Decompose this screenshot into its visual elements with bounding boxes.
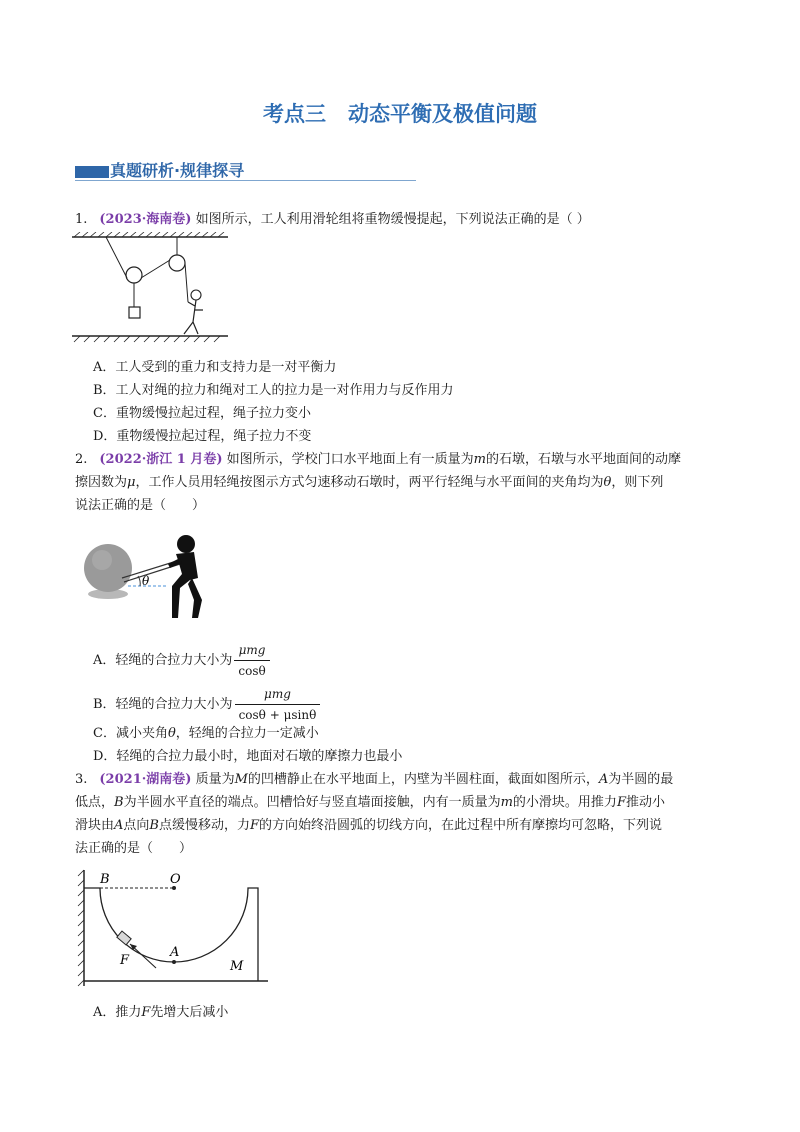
- symbol-theta: θ: [603, 475, 612, 490]
- text-fragment: 点缓慢移动，力: [158, 818, 250, 833]
- question-2-line-2: [75, 473, 663, 493]
- question-source: (2023·海南卷): [99, 212, 192, 227]
- text-fragment: 为半圆的最: [608, 772, 674, 787]
- fraction-numerator: μmg: [235, 684, 321, 705]
- question-number: 2.: [75, 452, 88, 467]
- text-fragment: 推动小: [625, 795, 665, 810]
- figure-label-M: M: [230, 959, 244, 974]
- groove-figure: [74, 866, 270, 988]
- title-part2: 动态平衡及极值问题: [348, 102, 537, 126]
- symbol-B: B: [114, 795, 124, 810]
- fraction-numerator: μmg: [234, 640, 269, 661]
- figure-label-A: A: [170, 945, 180, 960]
- option-text: B．轻绳的合拉力大小为: [93, 697, 233, 712]
- figure-label-F: F: [120, 953, 130, 968]
- option-text: A．推力: [93, 1005, 142, 1020]
- question-source: (2021·湖南卷): [99, 772, 192, 787]
- text-fragment: 的凹槽静止在水平地面上，内壁为半圆柱面，截面如图所示，: [247, 772, 599, 787]
- option-text: ，轻绳的合拉力一定减小: [175, 726, 319, 741]
- fraction-denominator: cosθ + μsinθ: [238, 708, 317, 722]
- text-fragment: 的小滑块。用推力: [512, 795, 617, 810]
- symbol-m: m: [500, 795, 513, 810]
- q2-option-a: [93, 640, 270, 681]
- question-number: 1.: [75, 212, 88, 227]
- figure-label-B: B: [100, 872, 110, 887]
- pulley-figure: [72, 232, 230, 344]
- fraction: [235, 684, 321, 725]
- q1-option-d: D．重物缓慢拉起过程，绳子拉力不变: [93, 429, 312, 444]
- text-fragment: 的石墩，石墩与水平地面间的动摩: [486, 452, 682, 467]
- question-text: 如图所示，工人利用滑轮组将重物缓慢提起，下列说法正确的是（ ）: [195, 212, 590, 227]
- section-header-bar: [75, 166, 109, 178]
- q2-option-b: [93, 684, 320, 725]
- q1-option-b: B．工人对绳的拉力和绳对工人的拉力是一对作用力与反作用力: [93, 383, 454, 398]
- q3-option-a: [93, 1003, 228, 1023]
- question-source: (2022·浙江 1 月卷): [99, 452, 223, 467]
- q1-option-c: C．重物缓慢拉起过程，绳子拉力变小: [93, 406, 311, 421]
- question-3-line-2: [75, 793, 665, 813]
- text-fragment: 质量为: [195, 772, 235, 787]
- question-2-line-1: [75, 450, 681, 470]
- text-fragment: ，则下列: [611, 475, 664, 490]
- question-2-line-3: 说法正确的是（ ）: [75, 498, 206, 513]
- q1-option-a: A．工人受到的重力和支持力是一对平衡力: [93, 360, 337, 375]
- q2-option-d: D．轻绳的合拉力最小时，地面对石墩的摩擦力也最小: [93, 749, 403, 764]
- question-1-stem: [75, 210, 590, 230]
- text-fragment: 低点，: [75, 795, 115, 810]
- section-underline: [75, 180, 416, 181]
- symbol-A: A: [598, 772, 609, 787]
- text-fragment: 为半圆水平直径的端点。凹槽恰好与竖直墙面接触，内有一质量为: [123, 795, 501, 810]
- symbol-F: F: [141, 1005, 151, 1020]
- figure-theta-label: θ: [142, 574, 150, 588]
- option-text: 先增大后减小: [150, 1005, 229, 1020]
- symbol-B: B: [149, 818, 159, 833]
- text-fragment: 如图所示，学校门口水平地面上有一质量为: [226, 452, 474, 467]
- fraction: [234, 640, 269, 681]
- symbol-mu: μ: [127, 475, 136, 490]
- symbol-m: m: [473, 452, 486, 467]
- text-fragment: 擦因数为: [75, 475, 128, 490]
- figure-label-O: O: [170, 872, 181, 887]
- stone-pier-figure: [84, 530, 212, 622]
- symbol-F: F: [250, 818, 260, 833]
- question-number: 3.: [75, 772, 88, 787]
- symbol-F: F: [616, 795, 626, 810]
- question-3-line-3: [75, 816, 662, 836]
- text-fragment: 的方向始终沿圆弧的切线方向，在此过程中所有摩擦均可忽略，下列说: [259, 818, 663, 833]
- text-fragment: 点向: [123, 818, 150, 833]
- fraction-denominator: cosθ: [238, 664, 266, 678]
- title-part1: 考点三: [263, 102, 326, 126]
- option-text: A．轻绳的合拉力大小为: [93, 653, 233, 668]
- question-3-line-4: 法正确的是（ ）: [75, 841, 193, 856]
- symbol-M: M: [234, 772, 248, 787]
- text-fragment: ，工作人员用轻绳按图示方式匀速移动石墩时，两平行轻绳与水平面间的夹角均为: [135, 475, 604, 490]
- q2-option-c: [93, 724, 319, 744]
- text-fragment: 滑块由: [75, 818, 115, 833]
- page-title: [0, 98, 800, 128]
- question-3-line-1: [75, 770, 673, 790]
- section-header: 真题研析·规律探寻: [110, 161, 245, 180]
- symbol-theta: θ: [167, 726, 176, 741]
- symbol-A: A: [114, 818, 124, 833]
- option-text: C．减小夹角: [93, 726, 168, 741]
